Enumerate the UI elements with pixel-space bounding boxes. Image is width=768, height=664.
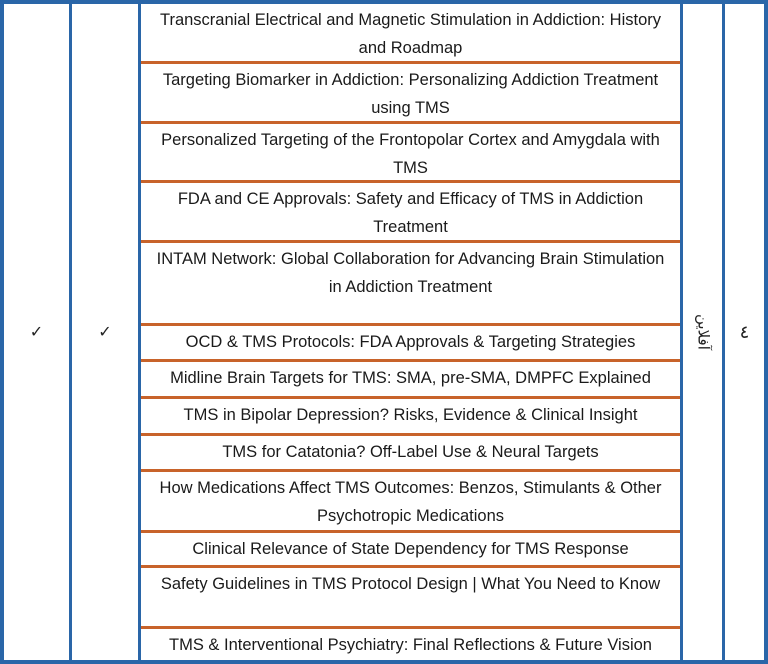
list-item: Clinical Relevance of State Dependency for TMS Response bbox=[141, 533, 680, 568]
list-item: OCD & TMS Protocols: FDA Approvals & Targeting Strategies bbox=[141, 326, 680, 362]
table-border-right bbox=[764, 0, 768, 664]
session-number-cell bbox=[725, 0, 764, 664]
list-item: TMS in Bipolar Depression? Risks, Evidence & Clinical Insight bbox=[141, 399, 680, 436]
titles-column bbox=[141, 4, 680, 660]
list-item: FDA and CE Approvals: Safety and Efficacy of TMS in Addiction Treatment bbox=[141, 183, 680, 243]
session-type-cell bbox=[683, 0, 722, 664]
checkmark-icon: ✓ bbox=[98, 324, 112, 341]
list-item: Safety Guidelines in TMS Protocol Design | What You Need to Know bbox=[141, 568, 680, 629]
list-item: How Medications Affect TMS Outcomes: Benzos, Stimulants & Other Psychotropic Medications bbox=[141, 472, 680, 533]
list-item: TMS for Catatonia? Off-Label Use & Neural Targets bbox=[141, 436, 680, 472]
list-item: TMS & Interventional Psychiatry: Final Reflections & Future Vision bbox=[169, 636, 652, 654]
check-cell-2 bbox=[72, 0, 138, 664]
session-type-label: آفلاین bbox=[694, 314, 712, 350]
list-item: Targeting Biomarker in Addiction: Personalizing Addiction Treatment using TMS bbox=[141, 64, 680, 124]
list-item: Transcranial Electrical and Magnetic Stimulation in Addiction: History and Roadmap bbox=[141, 4, 680, 64]
list-item: Midline Brain Targets for TMS: SMA, pre-SMA, DMPFC Explained bbox=[141, 362, 680, 399]
checkmark-icon: ✓ bbox=[29, 324, 44, 341]
list-item: INTAM Network: Global Collaboration for Advancing Brain Stimulation in Addiction Treatment bbox=[141, 243, 680, 326]
check-cell-1 bbox=[4, 0, 69, 664]
session-number: ٤ bbox=[739, 321, 750, 342]
list-item: Personalized Targeting of the Frontopolar Cortex and Amygdala with TMS bbox=[141, 124, 680, 183]
